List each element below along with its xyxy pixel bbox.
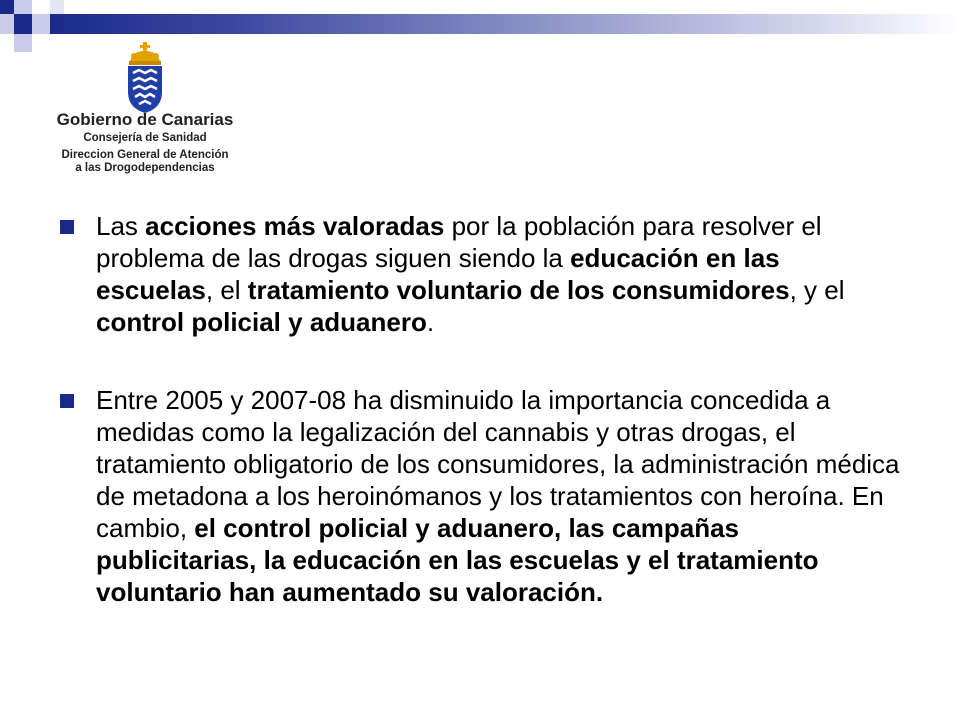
logo-title: Gobierno de Canarias — [56, 110, 234, 129]
bullet-text: Entre 2005 y 2007-08 ha disminuido la importancia concedida a medidas como la legalización del cannabis y otras drogas, el tratamiento obligatorio de los consumidores, la administración médica de metadona a los heroinómanos y los tratamientos con heroína. En cambio, el control policial y aduanero, las campañas publicitarias, la educación en las escuelas y el tratamiento voluntario han aumentado su valoración. — [96, 385, 900, 607]
deco-square — [32, 14, 50, 34]
bullet-item — [60, 384, 900, 608]
deco-square — [14, 0, 32, 14]
logo-subtitle: Consejería de Sanidad — [83, 132, 207, 144]
deco-square — [14, 14, 32, 34]
header-gradient-band — [50, 14, 960, 34]
deco-square — [14, 34, 32, 52]
bullet-text: Las acciones más valoradas por la población para resolver el problema de las drogas siguen siendo la educación en las escuelas, el tratamiento voluntario de los consumidores, y el control policial y aduanero. — [96, 211, 845, 337]
bullet-item — [60, 210, 900, 338]
logo-subtitle: Direccion General de Atención — [61, 149, 229, 161]
deco-square — [50, 0, 64, 14]
deco-square — [0, 14, 14, 34]
slide-body — [60, 210, 900, 608]
logo-subtitle: a las Drogodependencias — [75, 162, 215, 174]
bullet-square-icon — [60, 394, 74, 408]
bullet-square-icon — [60, 220, 74, 234]
canarias-crest-icon — [120, 42, 170, 114]
deco-square — [0, 0, 14, 14]
